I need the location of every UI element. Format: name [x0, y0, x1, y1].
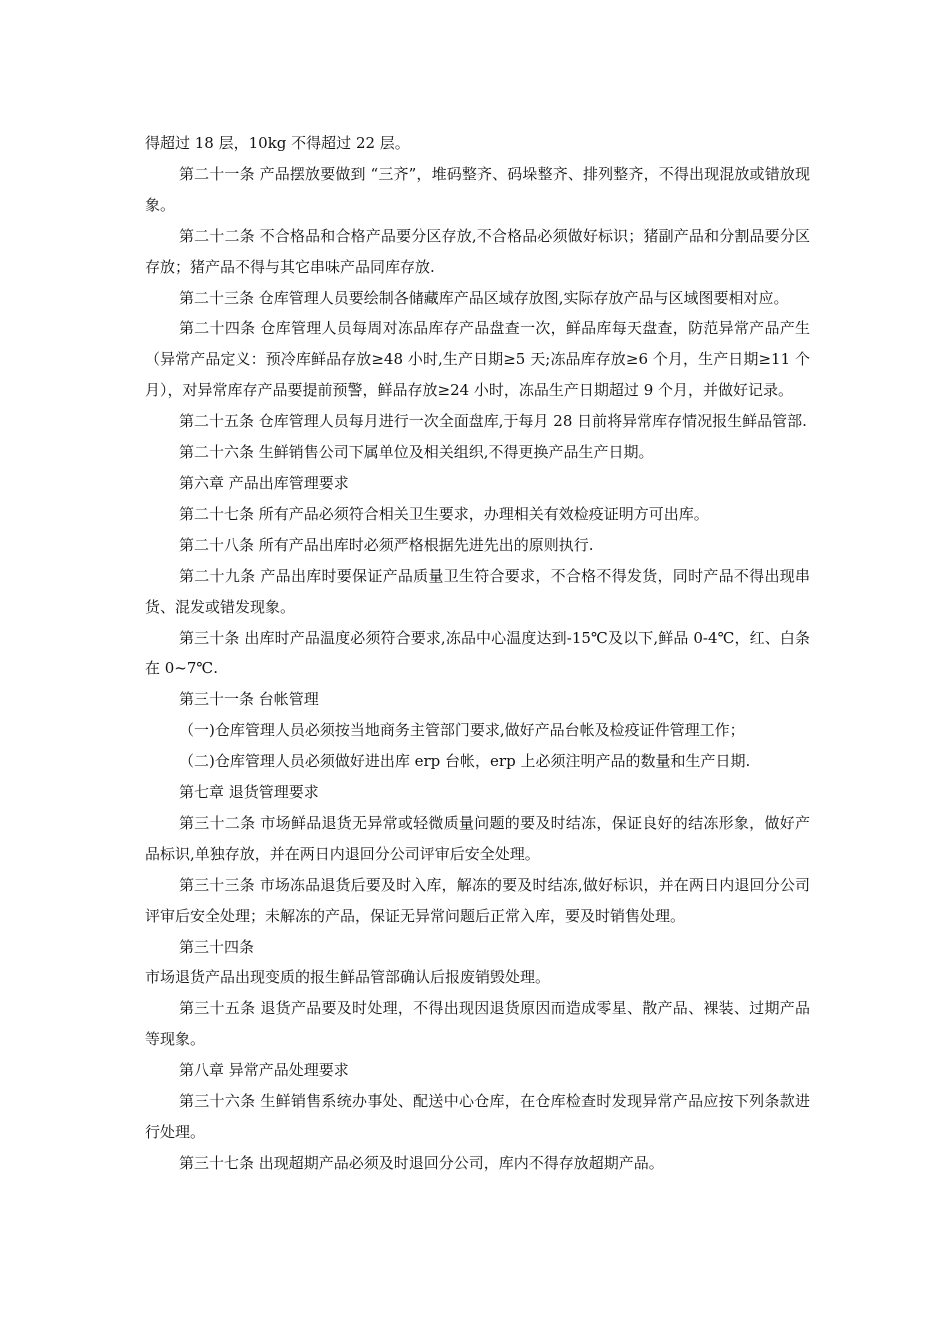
chapter-8-heading: 第八章 异常产品处理要求 — [179, 1061, 349, 1080]
chapter-7-heading: 第七章 退货管理要求 — [179, 783, 319, 802]
article-37: 第三十七条 出现超期产品必须及时退回分公司，库内不得存放超期产品。 — [179, 1153, 664, 1172]
paragraph: 得超过 18 层，10kg 不得超过 22 层。 — [145, 134, 410, 152]
document-page — [145, 128, 810, 1179]
article-31-item-2: （二)仓库管理人员必须做好进出库 erp 台帐，erp 上必须注明产品的数量和生产日期. — [179, 752, 751, 771]
article-34-body: 市场退货产品出现变质的报生鲜品管部确认后报废销毁处理。 — [145, 968, 551, 987]
article-35: 第三十五条 退货产品要及时处理，不得出现因退货原因而造成零星、散产品、裸装、过期产品等现象。 — [145, 999, 810, 1049]
article-22: 第二十二条 不合格品和合格产品要分区存放,不合格品必须做好标识；猪副产品和分割品要分区存放；猪产品不得与其它串味产品同库存放. — [145, 226, 810, 276]
article-28: 第二十八条 所有产品出库时必须严格根据先进先出的原则执行. — [179, 535, 594, 554]
article-21: 第二十一条 产品摆放要做到 “三齐”，堆码整齐、码垛整齐、排列整齐，不得出现混放或错放现象。 — [145, 164, 810, 214]
article-23: 第二十三条 仓库管理人员要绘制各储藏库产品区域存放图,实际存放产品与区域图要相对应。 — [179, 288, 789, 307]
article-30: 第三十条 出库时产品温度必须符合要求,冻品中心温度达到-15℃及以下,鲜品 0-4℃，红、白条在 0~7℃. — [145, 628, 810, 678]
article-34: 第三十四条 — [179, 937, 255, 956]
article-25: 第二十五条 仓库管理人员每月进行一次全面盘库,于每月 28 日前将异常库存情况报生鲜品管部. — [179, 412, 807, 431]
article-32: 第三十二条 市场鲜品退货无异常或轻微质量问题的要及时结冻，保证良好的结冻形象，做好产品标识,单独存放，并在两日内退回分公司评审后安全处理。 — [145, 813, 810, 863]
article-26: 第二十六条 生鲜销售公司下属单位及相关组织,不得更换产品生产日期。 — [179, 443, 654, 462]
chapter-6-heading: 第六章 产品出库管理要求 — [179, 473, 349, 492]
article-36: 第三十六条 生鲜销售系统办事处、配送中心仓库，在仓库检查时发现异常产品应按下列条款进行处理。 — [145, 1092, 810, 1141]
article-24: 第二十四条 仓库管理人员每周对冻品库存产品盘查一次，鲜品库每天盘查，防范异常产品产生（异常产品定义：预冷库鲜品存放≥48 小时,生产日期≥5 天;冻品库存放≥6 个月，生产日期≥11 个月），对异常库存产品要提前预警，鲜品存放≥24 小时，冻品生产日期超过 9 个月，并做好记录。 — [145, 319, 810, 400]
article-31-item-1: （一)仓库管理人员必须按当地商务主管部门要求,做好产品台帐及检疫证件管理工作； — [179, 721, 745, 740]
article-29: 第二十九条 产品出库时要保证产品质量卫生符合要求，不合格不得发货，同时产品不得出现串货、混发或错发现象。 — [145, 566, 810, 616]
article-33: 第三十三条 市场冻品退货后要及时入库，解冻的要及时结冻,做好标识，并在两日内退回分公司评审后安全处理；未解冻的产品，保证无异常问题后正常入库，要及时销售处理。 — [145, 875, 810, 925]
article-27: 第二十七条 所有产品必须符合相关卫生要求，办理相关有效检疫证明方可出库。 — [179, 504, 709, 523]
article-31: 第三十一条 台帐管理 — [179, 690, 319, 709]
